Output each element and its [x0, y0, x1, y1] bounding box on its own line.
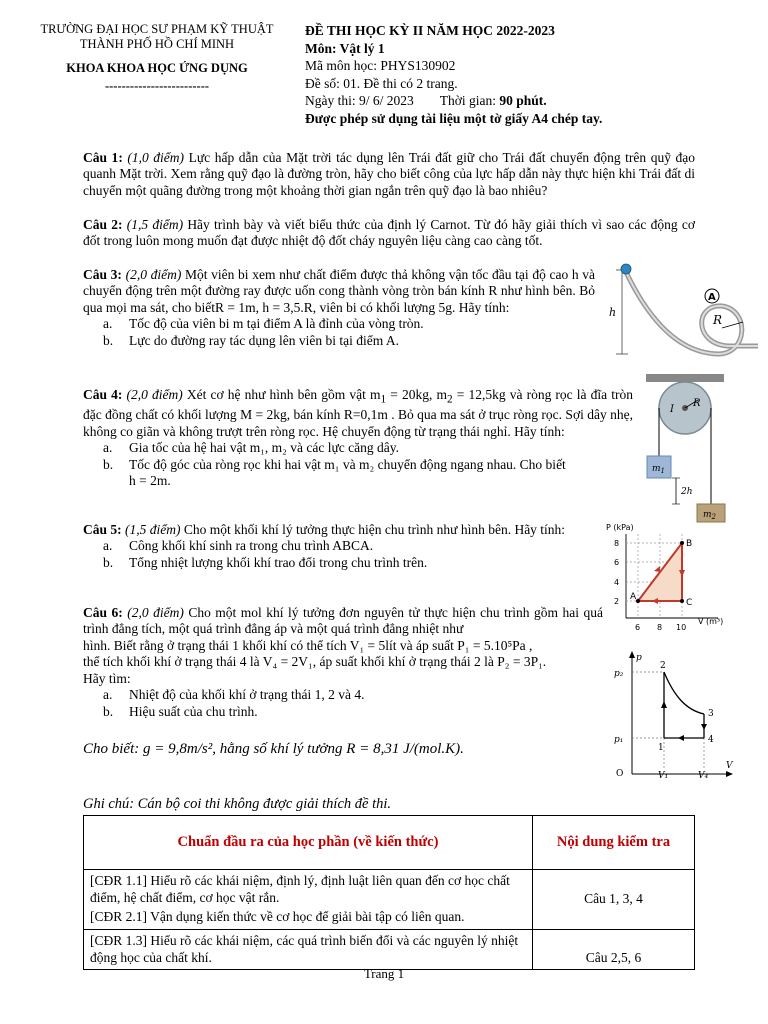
- question-5: Câu 5: (1,5 điểm) Cho một khối khí lý tưởng thực hiện chu trình như hình bên. Hãy tính: a. Công khối khí sinh ra trong chu trình ABCA. b. Tổng nhiệt lượng khối khí trao đổi trong chu trình trên.: [83, 522, 593, 571]
- state-2-label: 2: [660, 661, 666, 671]
- state-3-label: 3: [708, 709, 714, 719]
- question-4-text-a: Xét cơ hệ như hình bên gồm vật m: [186, 387, 381, 402]
- question-4-part-b-line2: h = 2m.: [129, 473, 171, 489]
- volume-axis-label: V (m³): [698, 617, 724, 626]
- question-3-points: (2,0 điểm): [125, 267, 182, 282]
- exam-time-value: 90 phút.: [499, 93, 547, 109]
- question-1-label: Câu 1: [83, 150, 119, 165]
- v1-label: V₁: [658, 771, 669, 781]
- page-number: Trang 1: [363, 966, 405, 981]
- question-6-line1: Cho một mol khí lý tưởng đơn nguyên tử thực hiện chu trình gồm hai quá trình đẳng tích, một quá trình đẳng áp và một quá trình đẳng nhiệt như: [83, 605, 603, 637]
- track-loop-figure: [598, 258, 760, 370]
- cycle-abc-figure: [600, 520, 730, 638]
- table-row2-content: Câu 2,5, 6: [585, 949, 642, 965]
- table-row: [84, 870, 695, 930]
- exam-number: Đề số: 01. Đề thi có 2 trang.: [305, 75, 458, 91]
- question-2-label: Câu 2: [83, 217, 118, 232]
- p2-label: p₂: [614, 669, 624, 679]
- question-3-part-b: b. Lực do đường ray tác dụng lên viên bi tại điểm A.: [103, 332, 399, 348]
- proctor-note: Ghi chú: Cán bộ coi thi không được giải thích đề thi.: [83, 796, 392, 812]
- v-axis-label: V: [726, 761, 733, 771]
- path-2-3: [664, 672, 704, 714]
- question-1-text: Lực hấp dẫn của Mặt trời tác dụng lên Trái đất giữ cho Trái đất chuyển động trên quỹ đạo quanh Mặt trời. Xem rằng quỹ đạo là đường tròn, hãy cho biết công của lực hấp dẫn này thực hiện khi Trái đất di chuyển một quãng đường trong một khoảng thời gian ngắn trên quỹ đạo là bao nhiêu?: [83, 150, 696, 198]
- state-4-label: 4: [708, 735, 714, 745]
- question-1-points: (1,0 điểm): [127, 150, 185, 165]
- origin-label: O: [616, 769, 624, 779]
- question-4-part-b: b. Tốc độ góc của ròng rọc khi hai vật m₁ và m₂ chuyển động ngang nhau. Cho biết h = 2m.: [103, 456, 566, 489]
- mass-m2-label: m: [703, 510, 712, 520]
- mass-m1-label: m: [652, 464, 661, 474]
- question-3-part-a: a. Tốc độ của viên bi m tại điểm A là đỉnh của vòng tròn.: [103, 316, 424, 332]
- table-head-content: Nội dung kiểm tra: [556, 833, 671, 850]
- height-label: h: [609, 306, 617, 319]
- x-tick: 8: [657, 623, 663, 632]
- exam-date: Ngày thi: 9/ 6/ 2023: [305, 93, 414, 109]
- state-1-label: 1: [658, 743, 664, 753]
- pulley-figure: [640, 372, 730, 524]
- outcomes-table: [83, 815, 695, 970]
- question-5-text: Cho một khối khí lý tưởng thực hiện chu trình như hình bên. Hãy tính:: [183, 522, 566, 537]
- pulley-radius-label: R: [693, 398, 701, 409]
- constants-note: Cho biết: g = 9,8m/s², hằng số khí lý tưởng R = 8,31 J/(mol.K).: [83, 741, 464, 757]
- question-2: Câu 2: (1,5 điểm) Hãy trình bày và viết biểu thức của định lý Carnot. Từ đó hãy giải thích vì sao các động cơ đốt trong luôn mong muốn đạt được nhiệt độ đốt cháy nguyên liệu càng cao càng tốt.: [83, 217, 695, 249]
- question-6: Câu 6: (2,0 điểm) Cho một mol khí lý tưởng đơn nguyên tử thực hiện chu trình gồm hai quá trình đẳng tích, một quá trình đẳng áp và một quá trình đẳng nhiệt như hình. Biết rằng ở trạng thái 1 khối khí có thể tích V₁ = 5lít và áp suất P₁ = 5.10⁵Pa , thể tích khối khí ở trạng thái 4 là V₄ = 2V₁, áp suất khối khí ở trạng thái 2 là P₂ = 3P₁. Hãy tìm: a. Nhiệt độ của khối khí ở trạng thái 1, 2 và 4. b. Hiệu suất của chu trình.: [83, 605, 603, 720]
- question-5-part-a: a. Công khối khí sinh ra trong chu trình ABCA.: [103, 538, 374, 554]
- table-row1-content: Câu 1, 3, 4: [584, 891, 643, 907]
- y-tick: 4: [614, 578, 620, 587]
- radius-label: R: [713, 313, 723, 327]
- question-4-part-a: a. Gia tốc của hệ hai vật m₁, m₂ và các lực căng dây.: [103, 440, 399, 456]
- mass-m1-subscript: 1: [660, 467, 666, 475]
- y-tick: 6: [614, 558, 620, 567]
- question-6-line2: hình. Biết rằng ở trạng thái 1 khối khí có thể tích V₁ = 5lít và áp suất P₁ = 5.10⁵Pa ,: [83, 637, 533, 653]
- exam-date-time: [305, 92, 745, 110]
- exam-title: ĐỀ THI HỌC KỲ II NĂM HỌC 2022-2023: [305, 23, 555, 38]
- question-2-points: (1,5 điểm): [126, 217, 184, 232]
- question-5-part-b: b. Tổng nhiệt lượng khối khí trao đổi trong chu trình trên.: [103, 554, 428, 570]
- state-a-label: A: [630, 592, 637, 602]
- table-head-outcomes: Chuẩn đầu ra của học phần (về kiến thức): [177, 833, 439, 850]
- faculty-name: KHOA KHOA HỌC ỨNG DỤNG: [66, 61, 248, 75]
- question-1: Câu 1: (1,0 điểm) Lực hấp dẫn của Mặt trời tác dụng lên Trái đất giữ cho Trái đất chuyển động trên quỹ đạo quanh Mặt trời. Xem rằng quỹ đạo là đường tròn, hãy cho biết công của lực hấp dẫn này thực hiện khi Trái đất di chuyển một quãng đường trong một khoảng thời gian ngắn trên quỹ đạo là bao nhiêu?: [83, 150, 696, 198]
- x-tick: 6: [635, 623, 641, 632]
- school-name-line1: TRƯỜNG ĐẠI HỌC SƯ PHẠM KỸ THUẬT: [40, 22, 274, 36]
- question-4: Câu 4: (2,0 điểm) Xét cơ hệ như hình bên gồm vật $m_1 = 20kg$, $m_2 = 12,5kg$ và ròng rọc là đĩa tròn đặc đồng chất có khối lượng M = 2kg, bán kính R=0,1m . Bỏ qua ma sát ở trục ròng rọc. Sợi dây nhẹ, không co giãn và không trượt trên ròng rọc. Hệ chuyển động từ trạng thái nghỉ. Hãy tính: a. Gia tốc của hệ hai vật m₁, m₂ và các lực căng dây. b. Tốc độ góc của ròng rọc khi hai vật m₁ và m₂ chuyển động ngang nhau. Cho biết h = 2m.: [83, 387, 634, 489]
- table-header-row: [84, 816, 695, 870]
- question-6-line3: thể tích khối khí ở trạng thái 4 là V₄ = 2V₁, áp suất khối khí ở trạng thái 2 là P₂ = 3P₁.: [83, 654, 547, 670]
- pressure-axis-label: P (kPa): [606, 523, 634, 532]
- question-4-part-b-line1: Tốc độ góc của ròng rọc khi hai vật m₁ và m₂ chuyển động ngang nhau. Cho biết: [129, 456, 566, 472]
- exam-time-label: Thời gian:: [439, 93, 500, 109]
- table-row1-outcome-1: [CĐR 1.1] Hiểu rõ các khái niệm, định lý, định luật liên quan đến cơ học chất điểm, hệ chất điểm, cơ học vật rắn.: [90, 873, 510, 905]
- table-row1-outcome-2: [CĐR 2.1] Vận dụng kiến thức về cơ học để giải bài tập có liên quan.: [90, 909, 465, 925]
- table-row2-outcome: [CĐR 1.3] Hiểu rõ các khái niệm, các quá trình biến đổi và các nguyên lý nhiệt động học của chất khí.: [90, 933, 519, 965]
- question-4-label: Câu 4: [83, 387, 118, 402]
- table-row: [84, 930, 695, 970]
- v4-label: V₄: [698, 771, 709, 781]
- question-4-points: (2,0 điểm): [126, 387, 183, 402]
- question-6-line4: Hãy tìm:: [83, 670, 131, 686]
- school-name-line2: THÀNH PHỐ HỒ CHÍ MINH: [79, 37, 235, 51]
- x-tick: 10: [676, 623, 687, 632]
- question-4-text-c: = 12,5kg và ròng rọc là đĩa tròn đặc đồng chất có khối lượng M = 2kg, bán kính R=0,1m . Bỏ qua ma sát ở trục ròng rọc. Sợi dây nhẹ, không co giãn và không trượt trên ròng rọc. Hệ chuyển động từ trạng thái nghỉ. Hãy tính:: [83, 387, 634, 439]
- question-5-label: Câu 5: [83, 522, 118, 537]
- point-a-label: A: [708, 292, 716, 303]
- question-5-points: (1,5 điểm): [125, 522, 181, 537]
- school-header: [18, 22, 296, 94]
- state-c-label: C: [686, 598, 693, 608]
- mass-m2-subscript: 2: [711, 513, 717, 521]
- ball: [621, 264, 631, 274]
- question-6-part-b: b. Hiệu suất của chu trình.: [103, 703, 258, 719]
- cycle-1234-figure: [608, 648, 738, 784]
- header-divider: -------------------------: [104, 79, 210, 93]
- question-6-part-a: a. Nhiệt độ của khối khí ở trạng thái 1, 2 và 4.: [103, 687, 365, 703]
- exam-header: [305, 22, 745, 127]
- state-b-label: B: [686, 539, 693, 549]
- question-3-text: Một viên bi xem như chất điểm được thả không vận tốc đầu tại độ cao h và chuyển động trên một đường ray được uốn cong thành vòng tròn bán kính R như hình bên. Bỏ qua mọi ma sát, cho biếtR = 1m, h = 3,5.R, viên bi có khối lượng 5g. Hãy tính:: [83, 267, 596, 315]
- question-6-points: (2,0 điểm): [127, 605, 184, 620]
- question-6-label: Câu 6: [83, 605, 119, 620]
- arrow-ab: [654, 566, 660, 572]
- y-tick: 8: [614, 539, 620, 548]
- question-4-text-b: = 20kg, m: [386, 387, 447, 402]
- course-code: Mã môn học: PHYS130902: [305, 58, 456, 74]
- question-3-label: Câu 3: [83, 267, 118, 282]
- inertia-label: I: [670, 404, 674, 415]
- question-3: Câu 3: (2,0 điểm) Một viên bi xem như chất điểm được thả không vận tốc đầu tại độ cao h và chuyển động trên một đường ray được uốn cong thành vòng tròn bán kính R như hình bên. Bỏ qua mọi ma sát, cho biếtR = 1m, h = 3,5.R, viên bi có khối lượng 5g. Hãy tính: a. Tốc độ của viên bi m tại điểm A là đỉnh của vòng tròn. b. Lực do đường ray tác dụng lên viên bi tại điểm A.: [83, 267, 596, 348]
- y-tick: 2: [614, 597, 620, 606]
- distance-label: 2h: [681, 487, 693, 497]
- subject: Môn: Vật lý 1: [305, 40, 385, 56]
- p-axis-label: p: [636, 653, 642, 663]
- question-2-text: Hãy trình bày và viết biểu thức của định lý Carnot. Từ đó hãy giải thích vì sao các động cơ đốt trong luôn mong muốn đạt được nhiệt độ đốt cháy nguyên liệu càng cao càng tốt.: [83, 217, 695, 249]
- p1-label: p₁: [614, 735, 624, 745]
- materials-note: Được phép sử dụng tài liệu một tờ giấy A4 chép tay.: [305, 110, 603, 126]
- ceiling: [646, 374, 724, 382]
